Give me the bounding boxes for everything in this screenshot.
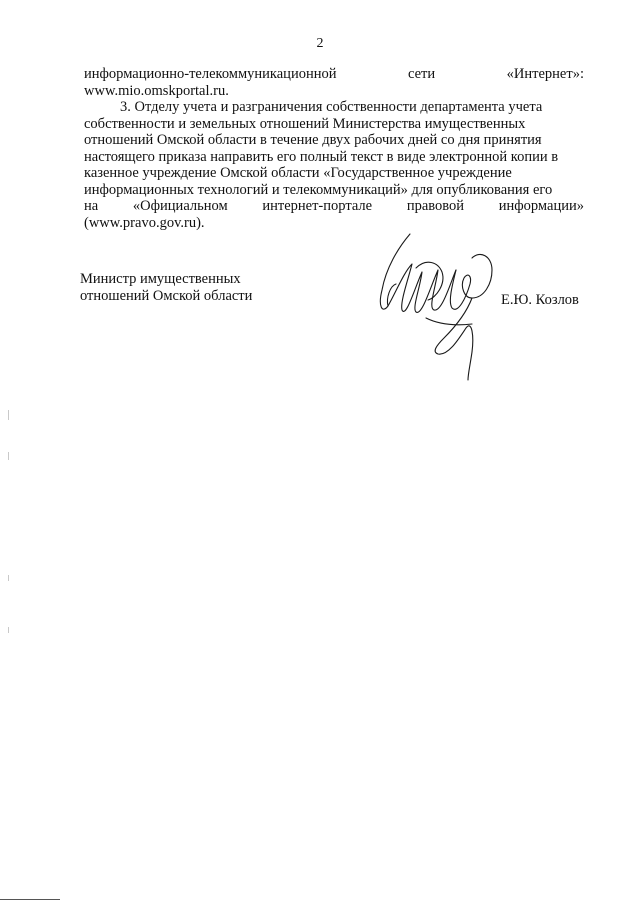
signatory-position bbox=[80, 271, 252, 305]
text-word: «Официальном bbox=[132, 198, 228, 214]
scan-artifact bbox=[8, 627, 9, 633]
text-line bbox=[84, 132, 584, 149]
text-span: казенное учреждение Омской области «Государственное учреждение bbox=[84, 165, 512, 181]
text-word: сети bbox=[408, 66, 436, 82]
text-word: «Интернет»: bbox=[506, 66, 584, 82]
bottom-rule bbox=[0, 899, 60, 900]
page-number: 2 bbox=[316, 36, 324, 51]
text-span: собственности и земельных отношений Министерства имущественных bbox=[84, 115, 526, 132]
text-line bbox=[84, 182, 584, 199]
text-line bbox=[84, 116, 584, 133]
text-line bbox=[84, 66, 584, 83]
handwritten-signature bbox=[368, 228, 508, 383]
text-span: информационных технологий и телекоммуникаций» для опубликования его bbox=[84, 181, 553, 198]
text-line bbox=[84, 149, 584, 166]
text-span: настоящего приказа направить его полный текст в виде электронной копии в bbox=[84, 148, 559, 165]
signatory-name: Е.Ю. Козлов bbox=[501, 292, 579, 308]
text-word: правовой bbox=[406, 198, 465, 214]
text-line bbox=[84, 165, 584, 182]
text-word: информации» bbox=[498, 198, 584, 214]
scan-artifact bbox=[8, 452, 9, 460]
text-line bbox=[84, 198, 584, 215]
body-text bbox=[84, 66, 584, 231]
position-line-1: Министр имущественных bbox=[80, 271, 241, 287]
website-link-text: (www.pravo.gov.ru). bbox=[84, 214, 205, 231]
position-line-2: отношений Омской области bbox=[80, 288, 253, 304]
text-line bbox=[84, 99, 584, 116]
text-word: информационно-телекоммуникационной bbox=[84, 66, 337, 82]
text-span: отношений Омской области в течение двух рабочих дней со дня принятия bbox=[84, 132, 542, 148]
text-line bbox=[84, 83, 584, 100]
paragraph-3-start: 3. Отделу учета и разграничения собственности департамента учета bbox=[120, 99, 543, 115]
text-word: на bbox=[84, 198, 99, 214]
scan-artifact bbox=[8, 575, 9, 581]
scan-artifact bbox=[8, 410, 9, 420]
website-link-text: www.mio.omskportal.ru. bbox=[84, 82, 229, 99]
text-line bbox=[84, 215, 584, 232]
text-word: интернет-портале bbox=[262, 198, 373, 214]
